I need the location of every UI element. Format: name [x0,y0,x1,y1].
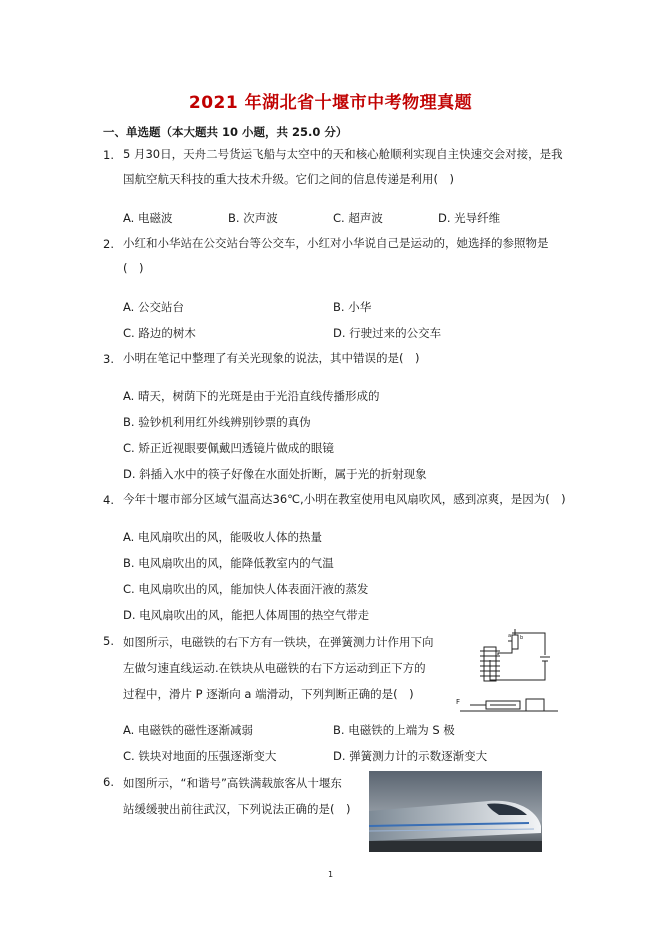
option-c: C. 电风扇吹出的风，能加快人体表面汗液的蒸发 [123,582,369,596]
question-text-line: 如图所示，电磁铁的右下方有一铁块，在弹簧测力计作用下向 [123,635,434,649]
question-text-line: 站缓缓驶出前往武汉，下列说法正确的是( ) [123,802,351,816]
option-a: A. 电磁波 [123,211,173,225]
option-c: C. 铁块对地面的压强逐渐变大 [123,749,277,763]
electromagnet-circuit-figure [450,625,560,720]
high-speed-train-photo [369,771,542,852]
section-heading: 一、单选题（本大题共 10 小题，共 25.0 分） [103,125,348,139]
question-number: 1. [103,148,114,162]
option-b: B. 验钞机利用红外线辨别钞票的真伪 [123,415,311,429]
option-a: A. 电磁铁的磁性逐渐减弱 [123,723,253,737]
option-a: A. 晴天，树荫下的光斑是由于光沿直线传播形成的 [123,389,380,403]
option-b: B. 电磁铁的上端为 S 极 [333,723,455,737]
question-text: 小明在笔记中整理了有关光现象的说法，其中错误的是( ) [123,351,420,365]
question-number: 4. [103,493,114,507]
option-c: C. 矫正近视眼要佩戴凹透镜片做成的眼镜 [123,441,334,455]
option-d: D. 行驶过来的公交车 [333,326,442,340]
question-text-line: 过程中，滑片 P 逐渐向 a 端滑动，下列判断正确的是( ) [123,687,414,701]
svg-text:b: b [520,635,524,641]
option-c: C. 路边的树木 [123,326,196,340]
option-b: B. 小华 [333,300,372,314]
force-label: F [456,698,461,706]
question-text-line: 左做匀速直线运动.在铁块从电磁铁的右下方运动到正下方的 [123,661,426,675]
option-d: D. 光导纤维 [438,211,501,225]
option-a: A. 公交站台 [123,300,184,314]
option-d: D. 弹簧测力计的示数逐渐变大 [333,749,488,763]
option-b: B. 电风扇吹出的风，能降低教室内的气温 [123,556,334,570]
svg-text:a: a [508,633,512,639]
question-text: 小红和小华站在公交站台等公交车，小红对小华说自己是运动的，她选择的参照物是( ) [123,236,549,275]
question-number: 6. [103,775,114,789]
option-d: D. 电风扇吹出的风，能把人体周围的热空气带走 [123,608,370,622]
page-title: 2021 年湖北省十堰市中考物理真题 [188,93,473,113]
question-number: 2. [103,237,114,251]
question-number: 3. [103,352,114,366]
question-text: 今年十堰市部分区域气温高达36℃,小明在教室使用电风扇吹风，感到凉爽，是因为( ) [123,492,566,506]
option-b: B. 次声波 [228,211,278,225]
page-number: 1 [327,870,334,879]
option-c: C. 超声波 [333,211,383,225]
question-text: 5 月30日，天舟二号货运飞船与太空中的天和核心舱顺利实现自主快速交会对接，是我国航空航天科技的重大技术升级。它们之间的信息传递是利用( ) [123,147,563,186]
question-text-line: 如图所示，“和谐号”高铁满载旅客从十堰东 [123,776,342,790]
question-number: 5. [103,634,114,648]
option-a: A. 电风扇吹出的风，能吸收人体的热量 [123,530,322,544]
option-d: D. 斜插入水中的筷子好像在水面处折断，属于光的折射现象 [123,467,427,481]
